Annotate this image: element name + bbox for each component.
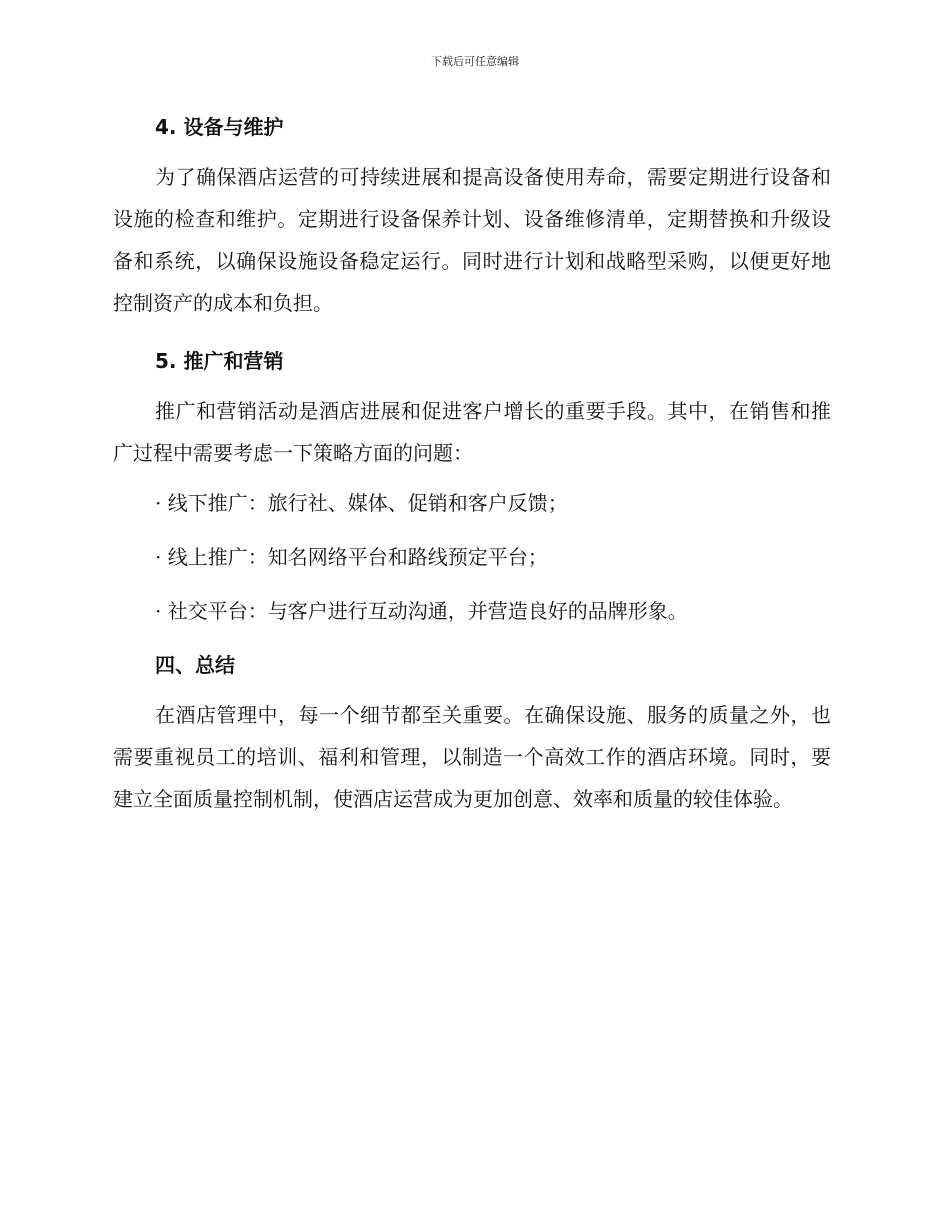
section-heading-equipment: 4. 设备与维护: [155, 115, 284, 139]
bullet-offline-promotion: · 线下推广：旅行社、媒体、促销和客户反馈；: [155, 491, 568, 515]
section-paragraph-marketing: 推广和营销活动是酒店进展和促进客户增长的重要手段。其中，在销售和推广过程中需要考虑一下策略方面的问题：: [113, 399, 831, 465]
section-heading-marketing: 5. 推广和营销: [155, 349, 284, 373]
section-paragraph-summary: 在酒店管理中，每一个细节都至关重要。在确保设施、服务的质量之外，也需要重视员工的培训、福利和管理，以制造一个高效工作的酒店环境。同时，要建立全面质量控制机制，使酒店运营成为更加创意、效率和质量的较佳体验。: [113, 703, 831, 811]
section-paragraph-equipment: 为了确保酒店运营的可持续进展和提高设备使用寿命，需要定期进行设备和设施的检查和维护。定期进行设备保养计划、设备维修清单，定期替换和升级设备和系统，以确保设施设备稳定运行。同时进行计划和战略型采购，以便更好地控制资产的成本和负担。: [113, 165, 831, 315]
bullet-online-promotion: · 线上推广：知名网络平台和路线预定平台；: [155, 545, 548, 569]
section-heading-summary: 四、总结: [155, 653, 235, 677]
document-body: [113, 110, 831, 820]
bullet-social-platform: · 社交平台：与客户进行互动沟通，并营造良好的品牌形象。: [155, 599, 688, 623]
header-note: 下载后可任意编辑: [431, 55, 519, 68]
